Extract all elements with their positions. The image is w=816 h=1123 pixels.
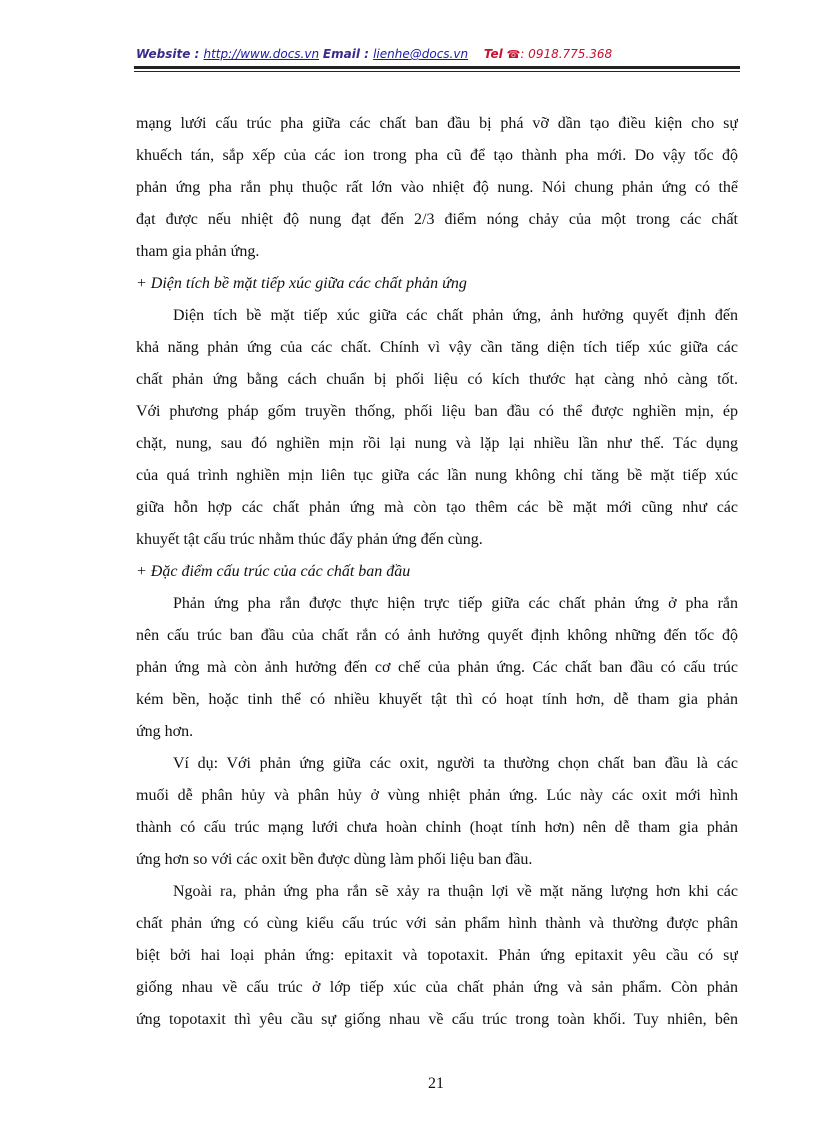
text-line: khuếch tán, sắp xếp của các ion trong pha cũ để tạo thành pha mới. Do vậy tốc độ [136, 147, 738, 164]
text-line: của quá trình nghiền mịn liên tục giữa các lần nung không chỉ tăng bề mặt tiếp xúc [136, 467, 738, 484]
text-line: chặt, nung, sau đó nghiền mịn rồi lại nung và lặp lại nhiều lần như thế. Tác dụng [136, 435, 738, 452]
page-header [136, 47, 612, 61]
text-line: nên cấu trúc ban đầu của chất rắn có ảnh hưởng quyết định không những đến tốc độ [136, 627, 738, 644]
text-line: Ví dụ: Với phản ứng giữa các oxit, người ta thường chọn chất ban đầu là các [173, 755, 738, 772]
text-line: đạt được nếu nhiệt độ nung đạt đến 2/3 điểm nóng chảy của một trong các chất [136, 211, 738, 228]
text-line: muối dễ phân hủy và phân hủy ở vùng nhiệt phản ứng. Lúc này các oxit mới hình [136, 787, 738, 804]
text-line: khuyết tật cấu trúc nhằm thúc đẩy phản ứng đến cùng. [136, 531, 483, 548]
phone-number: : 0918.775.368 [520, 47, 613, 61]
website-label: Website [136, 47, 191, 61]
text-line: giữa hỗn hợp các chất phản ứng mà còn tạo thêm các bề mặt mới cũng như các [136, 499, 738, 516]
text-line: chất phản ứng bằng cách chuẩn bị phối liệu có kích thước hạt càng nhỏ càng tốt. [136, 371, 738, 388]
text-line: ứng hơn. [136, 723, 194, 740]
text-line: phản ứng mà còn ảnh hưởng đến cơ chế của phản ứng. Các chất ban đầu có cấu trúc [136, 659, 738, 676]
email-separator: : [359, 47, 374, 61]
text-line: Ngoài ra, phản ứng pha rắn sẽ xảy ra thuận lợi về mặt năng lượng hơn khi các [173, 883, 738, 900]
tel-label: Tel [483, 47, 503, 61]
section-heading: + Diện tích bề mặt tiếp xúc giữa các chất phản ứng [136, 275, 467, 292]
email-label: Email [322, 47, 360, 61]
website-link[interactable]: http://www.docs.vn [203, 47, 320, 61]
document-body [136, 108, 738, 1036]
text-line: Diện tích bề mặt tiếp xúc giữa các chất phản ứng, ảnh hưởng quyết định đến [173, 307, 738, 324]
text-line: Với phương pháp gốm truyền thống, phối liệu ban đầu có thể được nghiền mịn, ép [136, 403, 738, 420]
text-line: ứng topotaxit thì yêu cầu sự giống nhau về cấu trúc trong toàn khối. Tuy nhiên, bên [136, 1011, 738, 1028]
page-number: 21 [428, 1075, 444, 1092]
text-line: kém bền, hoặc tinh thể có nhiều khuyết tật thì có hoạt tính hơn, dễ tham gia phản [136, 691, 738, 708]
text-line: Phản ứng pha rắn được thực hiện trực tiếp giữa các chất phản ứng ở pha rắn [173, 595, 738, 612]
text-line: phản ứng pha rắn phụ thuộc rất lớn vào nhiệt độ nung. Nói chung phản ứng có thể [136, 179, 738, 196]
section-heading: + Đặc điểm cấu trúc của các chất ban đầu [136, 563, 411, 580]
text-line: thành có cấu trúc mạng lưới chưa hoàn chỉnh (hoạt tính hơn) nên dễ tham gia phản [136, 819, 738, 836]
text-line: ứng hơn so với các oxit bền được dùng làm phối liệu ban đầu. [136, 851, 533, 868]
text-line: mạng lưới cấu trúc pha giữa các chất ban đầu bị phá vỡ dần tạo điều kiện cho sự [136, 115, 738, 132]
text-line: chất phản ứng có cùng kiểu cấu trúc với sản phẩm hình thành và thường được phân [136, 915, 738, 932]
text-line: khả năng phản ứng của các chất. Chính vì vậy cần tăng diện tích tiếp xúc giữa các [136, 339, 738, 356]
website-separator: : [190, 47, 204, 61]
text-line: tham gia phản ứng. [136, 243, 260, 260]
text-line: biệt bởi hai loại phản ứng: epitaxit và topotaxit. Phản ứng epitaxit yêu cầu có sự [136, 947, 738, 964]
header-rule-thick [134, 66, 740, 69]
text-line: giống nhau về cấu trúc ở lớp tiếp xúc của chất phản ứng và sản phẩm. Còn phản [136, 979, 738, 996]
header-rule-thin [134, 71, 740, 72]
phone-icon: ☎ [506, 48, 521, 61]
email-link[interactable]: lienhe@docs.vn [373, 47, 469, 61]
